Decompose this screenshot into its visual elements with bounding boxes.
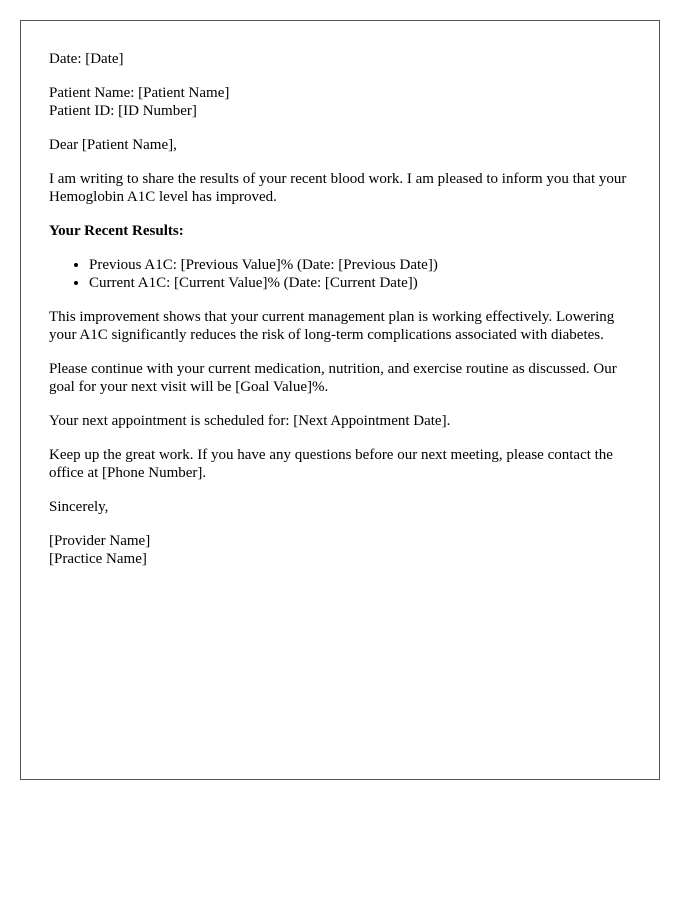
intro-paragraph: I am writing to share the results of your recent blood work. I am pleased to inform you that your Hemoglobin A1C level has improved. [49,171,627,205]
continue-paragraph: Please continue with your current medication, nutrition, and exercise routine as discussed. Our goal for your next visit will be [Goal Value]%. [49,361,617,395]
sign-off: Sincerely, [49,499,109,515]
patient-id-line: Patient ID: [ID Number] [49,103,197,119]
provider-name: [Provider Name] [49,533,151,549]
practice-name: [Practice Name] [49,551,147,567]
list-item: • Current A1C: [Current Value]% (Date: [Current Date]) [89,274,631,292]
closing-paragraph: Keep up the great work. If you have any questions before our next meeting, please contact the office at [Phone Number]. [49,447,613,481]
patient-name-line: Patient Name: [Patient Name] [49,85,230,101]
list-item: • Previous A1C: [Previous Value]% (Date: [Previous Date]) [89,256,631,274]
patient-info [49,84,631,120]
improvement-paragraph: This improvement shows that your current management plan is working effectively. Lowering your A1C significantly reduces the risk of long-term complications associated with diabetes. [49,309,615,343]
date-line: Date: [Date] [49,51,124,67]
letter-page [20,20,660,780]
results-heading: Your Recent Results: [49,223,184,239]
signature-block [49,532,631,568]
salutation: Dear [Patient Name], [49,137,177,153]
appointment-paragraph: Your next appointment is scheduled for: [Next Appointment Date]. [49,413,451,429]
results-list [49,256,631,292]
